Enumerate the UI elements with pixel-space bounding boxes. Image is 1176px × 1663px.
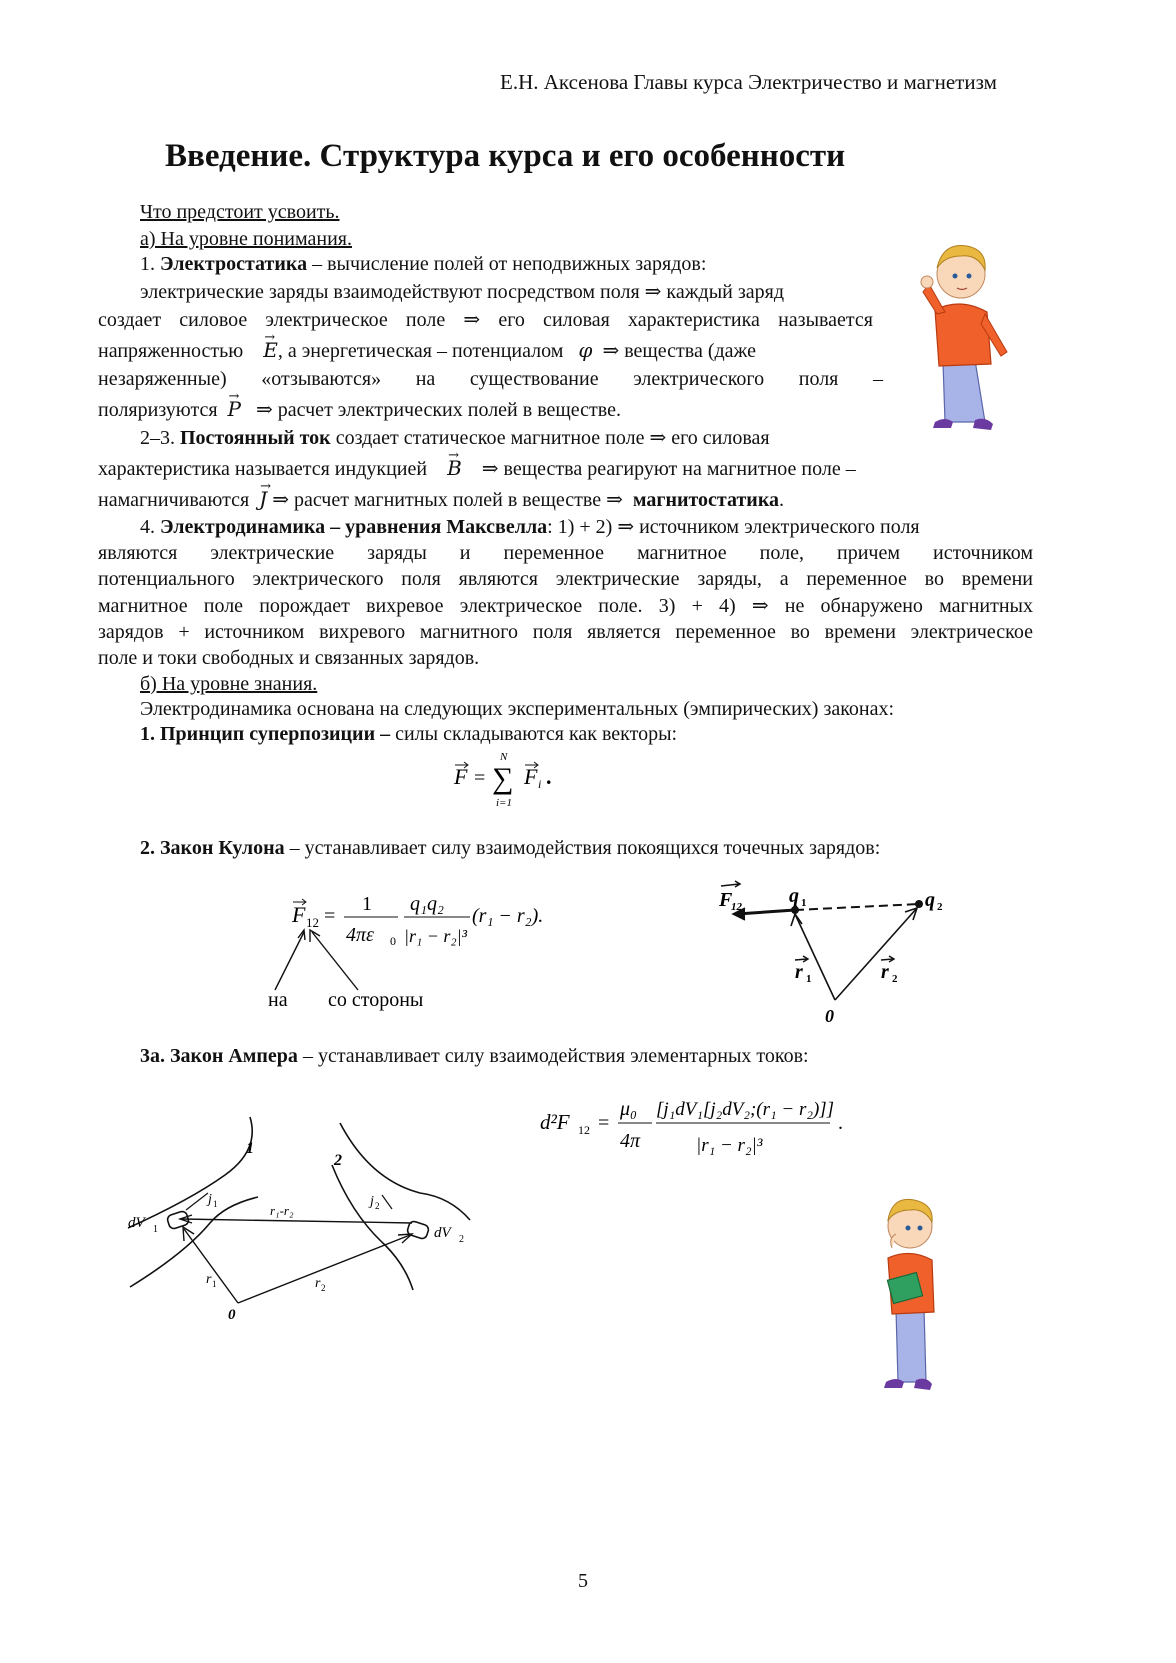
page-number: 5 (578, 1570, 588, 1592)
item-number: 2–3. (140, 427, 180, 449)
label-dv2: dV (434, 1225, 451, 1241)
paragraph-line: создает силовое электрическое поле ⇒ его силовая характеристика называется (98, 309, 873, 331)
subheading-knowledge (140, 672, 1088, 696)
law-title: 3а. Закон Ампера (140, 1045, 298, 1067)
formula-eq: = (474, 767, 486, 789)
frac1-num: 1 (362, 893, 372, 915)
trousers (896, 1308, 926, 1382)
label-q2: q (925, 889, 935, 911)
force-arrow (737, 910, 795, 914)
label-dv1-sub: 1 (153, 1224, 158, 1235)
formula-term: F (524, 764, 538, 789)
boy-illustration-book (862, 1190, 962, 1395)
label-on: на (268, 989, 288, 1011)
law-title: 2. Закон Кулона (140, 837, 285, 859)
frac2-num: q₁q₂ (410, 893, 444, 915)
boy-illustration-thinking (905, 232, 1025, 437)
item-text: : 1) + 2) ⇒ источником электрического поля (547, 516, 920, 538)
formula-coulomb (260, 880, 580, 1020)
main-den: |r₁ − r₂|³ (696, 1135, 763, 1156)
trousers (943, 360, 985, 422)
subheading-text: а) На уровне понимания. (140, 228, 352, 250)
frac1-den-sub: 0 (390, 934, 396, 948)
item-term: Электродинамика – уравнения Максвелла (160, 516, 548, 538)
label-r2-sub: 2 (892, 973, 898, 985)
paragraph-line: зарядов + источником вихревого магнитного поля является переменное во времени электрическое (98, 621, 1033, 643)
text-part: характеристика называется индукцией (98, 458, 428, 480)
vector-r2 (835, 908, 917, 1000)
running-header: Е.Н. Аксенова Главы курса Электричество и магнетизм (500, 70, 997, 94)
sum-lower-limit: i=1 (496, 797, 512, 809)
vector-j1 (186, 1193, 208, 1210)
paragraph-line: магнитное поле порождает вихревое электрическое поле. 3) + 4) ⇒ не обнаружено магнитных (98, 595, 1033, 617)
text-part: . (779, 489, 785, 511)
item-number: 1. (140, 253, 160, 275)
vector-E: → E (263, 338, 278, 362)
label-2: 2 (334, 1152, 342, 1169)
label-dv1: dV (128, 1215, 145, 1231)
main-num: [j₁dV₁[j₂dV₂;(r₁ − r₂)]] (656, 1099, 835, 1120)
paragraph-line: потенциального электрического поля являются электрические заряды, а переменное во времени (98, 568, 1033, 590)
label-r1-sub: 1 (806, 973, 812, 985)
ampere-diagram (120, 1105, 480, 1330)
formula-lhs: F (292, 902, 306, 927)
conductor-2-lower (332, 1165, 413, 1290)
label-r1: r (795, 961, 803, 983)
paragraph-line: Электродинамика основана на следующих экспериментальных (эмпирических) законах: (140, 698, 895, 720)
label-q1: q (789, 885, 799, 907)
frac1-den: 4πε (346, 924, 374, 946)
text-part: , а энергетическая – потенциалом (277, 340, 564, 362)
item-term: Постоянный ток (180, 427, 331, 449)
formula-end: . (546, 764, 552, 789)
label-j1: j (208, 1192, 212, 1207)
item-electrodynamics (140, 515, 1088, 539)
paragraph-line: незаряженные) «отзываются» на существование электрического поля – (98, 368, 883, 390)
sum-upper-limit: N (500, 751, 508, 763)
label-q2-sub: 2 (937, 901, 943, 913)
label-origin: 0 (825, 1006, 834, 1026)
vector-J: → J (259, 487, 267, 511)
vector-B: → B (447, 456, 462, 480)
law-text: силы складываются как векторы: (390, 723, 678, 745)
formula-lhs: d²F (540, 1110, 570, 1134)
label-j2-sub: 2 (375, 1201, 380, 1211)
shirt (935, 304, 991, 366)
magnetostatics-term: магнитостатика (632, 489, 780, 511)
label-from-side: со стороны (328, 989, 424, 1011)
text-part: поляризуются (98, 399, 218, 421)
heading-text: Что предстоит усвоить. (140, 201, 340, 223)
paragraph-line: электрические заряды взаимодействуют посредством поля ⇒ каждый заряд (140, 281, 784, 303)
formula-superposition (440, 748, 580, 810)
law-text: – устанавливает силу взаимодействия покоящихся точечных зарядов: (284, 837, 881, 859)
law-coulomb (140, 836, 1088, 860)
item-text: – вычисление полей от неподвижных зарядов: (307, 253, 707, 275)
text-part: напряженностью (98, 340, 244, 362)
conductor-1-upper (128, 1117, 252, 1228)
formula-lhs: F (454, 764, 468, 789)
text-part: ⇒ расчет магнитных полей в веществе ⇒ (272, 489, 623, 511)
item-term: Электростатика (160, 253, 308, 275)
label-dv2-sub: 2 (459, 1234, 464, 1245)
vector-r1-minus-r2 (182, 1219, 412, 1223)
paragraph-line: являются электрические заряды и переменное магнитное поле, причем источником (98, 542, 1033, 564)
paragraph-line: поле и токи свободных и связанных зарядов. (98, 647, 480, 669)
coulomb-diagram (715, 870, 975, 1030)
law-superposition (140, 722, 1088, 746)
formula-eq: = (598, 1112, 610, 1134)
law-ampere (140, 1044, 1088, 1068)
formula-tail: (r₁ − r₂). (472, 905, 544, 927)
label-r2: r (315, 1276, 321, 1291)
vector-r1 (795, 914, 835, 1000)
formula-term-sub: i (538, 777, 542, 791)
label-j1-sub: 1 (213, 1199, 218, 1209)
label-force-sub: 12 (731, 901, 742, 913)
vector-j2 (382, 1195, 392, 1209)
paragraph-line (98, 456, 1088, 481)
text-part: ⇒ вещества реагируют на магнитное поле – (481, 458, 856, 480)
conductor-2-upper (340, 1123, 470, 1220)
label-r2: r (881, 961, 889, 983)
formula-lhs-sub: 12 (578, 1123, 590, 1137)
label-r1: r (206, 1272, 212, 1287)
label-r1-minus-r2: r₁-r₂ (270, 1203, 294, 1218)
label-r1-sub: 1 (212, 1279, 217, 1289)
formula-eq: = (324, 905, 336, 927)
label-1: 1 (246, 1140, 254, 1157)
paragraph-line (98, 487, 1088, 512)
formula-end: . (838, 1112, 843, 1134)
vector-r1 (184, 1229, 238, 1303)
volume-element-1 (166, 1210, 189, 1229)
symbol-phi: φ (578, 338, 593, 362)
law-title: 1. Принцип суперпозиции – (140, 723, 391, 745)
coef-num: μ₀ (620, 1098, 637, 1120)
law-text: – устанавливает силу взаимодействия элементарных токов: (297, 1045, 809, 1067)
formula-lhs-sub: 12 (306, 915, 319, 930)
charge-q2-point (915, 900, 923, 908)
page-title: Введение. Структура курса и его особенности (165, 138, 846, 174)
label-force: F (719, 889, 733, 911)
subheading-text: б) На уровне знания. (140, 673, 318, 695)
text-part: намагничиваются (98, 489, 250, 511)
label-q1-sub: 1 (801, 897, 807, 909)
paragraph-line (98, 338, 888, 363)
section-heading (140, 200, 1088, 224)
formula-ampere (540, 1085, 880, 1175)
label-j2: j (370, 1194, 374, 1209)
item-number: 4. (140, 516, 160, 538)
text-part: ⇒ расчет электрических полей в веществе. (256, 399, 621, 421)
text-part: ⇒ вещества (даже (602, 340, 756, 362)
item-text: создает статическое магнитное поле ⇒ его силовая (330, 427, 770, 449)
vector-P: → P (228, 397, 241, 421)
dashed-line (795, 904, 919, 910)
label-r2-sub: 2 (321, 1283, 326, 1293)
frac2-den: |r₁ − r₂|³ (404, 926, 467, 946)
coef-den: 4π (620, 1130, 641, 1152)
sum-symbol: ∑ (492, 762, 514, 795)
item-direct-current (140, 426, 900, 450)
label-origin: 0 (228, 1307, 236, 1323)
